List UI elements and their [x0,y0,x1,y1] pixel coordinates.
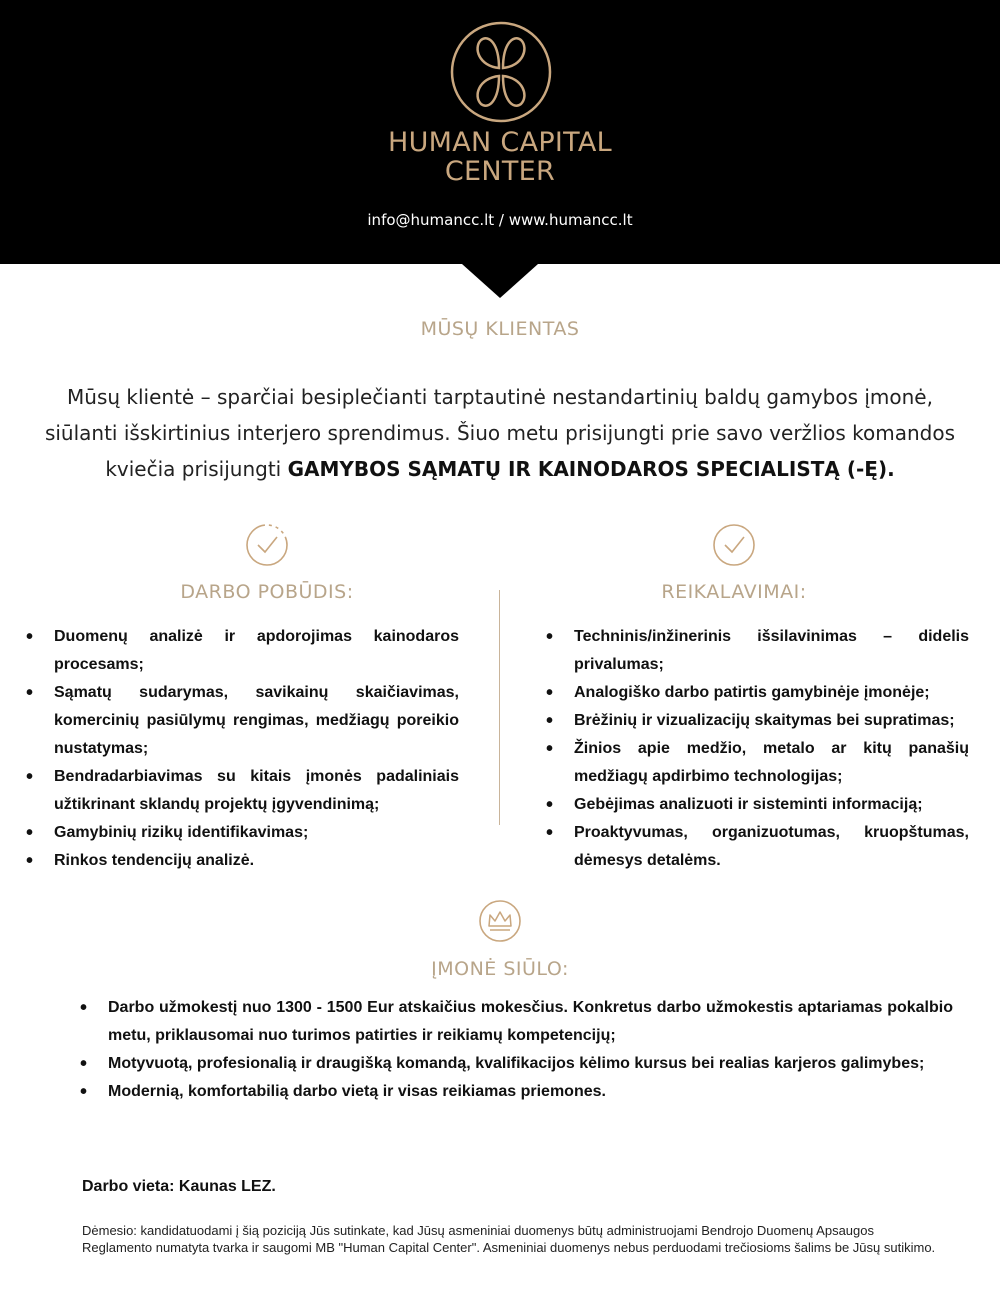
crown-icon [477,898,523,944]
work-list [26,623,459,875]
intro-line-3 [40,451,960,487]
header-arrow [462,264,538,298]
list-item: • Bendradarbiavimas su kitais įmonės padaliniais užtikrinant sklandų projektų įgyvendinimą; [26,763,459,819]
list-item: • Techninis/inžinerinis išsilavinimas – didelis privalumas; [546,623,969,679]
list-item: • Modernią, komfortabilią darbo vietą ir visas reikiamas priemones. [80,1078,953,1106]
work-title: DARBO POBŪDIS: [180,581,354,603]
intro-line-1: Mūsų klientė – sparčiai besiplečianti tarptautinė nestandartinių baldų gamybos įmonė, [67,385,933,409]
client-intro [40,379,960,487]
brand-name [0,128,1000,186]
privacy-notice: Dėmesio: kandidatuodami į šią poziciją Jūs sutinkate, kad Jūsų asmeniniai duomenys būtų administruojami Bendrojo Duomenų Apsaugos Reglamento numatyta tvarka ir saugomi MB "Human Capital Center". Asmeniniai duomenys nebus perduodami trečiosioms šalims be Jūsų sutikimo. [82,1223,936,1255]
intro-line-3-prefix: kviečia prisijungti [105,457,288,481]
check-circle-icon [244,522,290,568]
list-item: • Gamybinių rizikų identifikavimas; [26,819,459,847]
list-item: • Rinkos tendencijų analizė. [26,847,459,875]
column-divider [499,590,500,825]
client-title: MŪSŲ KLIENTAS [420,318,580,340]
header-banner [0,0,1000,264]
list-item: • Proaktyvumas, organizuotumas, kruopštumas, dėmesys detalėms. [546,819,969,875]
contact-info[interactable]: info@humancc.lt / www.humancc.lt [367,211,633,229]
requirements-title: REIKALAVIMAI: [661,581,807,603]
list-item: • Žinios apie medžio, metalo ar kitų panašių medžiagų apdirbimo technologijas; [546,735,969,791]
list-item: • Brėžinių ir vizualizacijų skaitymas bei supratimas; [546,707,969,735]
requirements-list [546,623,969,875]
list-item: • Darbo užmokestį nuo 1300 - 1500 Eur atskaičius mokesčius. Konkretus darbo užmokestis aptariamas pokalbio metu, priklausomai nuo turimos patirties ir reikiamų kompetencijų; [80,994,953,1050]
clover-logo-icon [449,20,553,124]
brand-line-1: HUMAN CAPITAL [388,127,612,158]
list-item: • Duomenų analizė ir apdorojimas kainodaros procesams; [26,623,459,679]
offer-list [80,994,953,1106]
check-circle-icon [711,522,757,568]
list-item: • Analogiško darbo patirtis gamybinėje įmonėje; [546,679,969,707]
offer-title: ĮMONĖ SIŪLO: [431,958,569,980]
brand-line-2: CENTER [444,156,556,187]
list-item: • Motyvuotą, profesionalią ir draugišką komandą, kvalifikacijos kėlimo kursus bei realias karjeros galimybes; [80,1050,953,1078]
position-title: GAMYBOS SĄMATŲ IR KAINODAROS SPECIALISTĄ (-Ę). [287,457,895,481]
list-item: • Gebėjimas analizuoti ir sisteminti informaciją; [546,791,969,819]
intro-line-2: siūlanti išskirtinius interjero sprendimus. Šiuo metu prisijungti prie savo veržlios komandos [44,421,956,445]
workplace: Darbo vieta: Kaunas LEZ. [82,1178,276,1195]
list-item: • Sąmatų sudarymas, savikainų skaičiavimas, komercinių pasiūlymų rengimas, medžiagų poreikio nustatymas; [26,679,459,763]
